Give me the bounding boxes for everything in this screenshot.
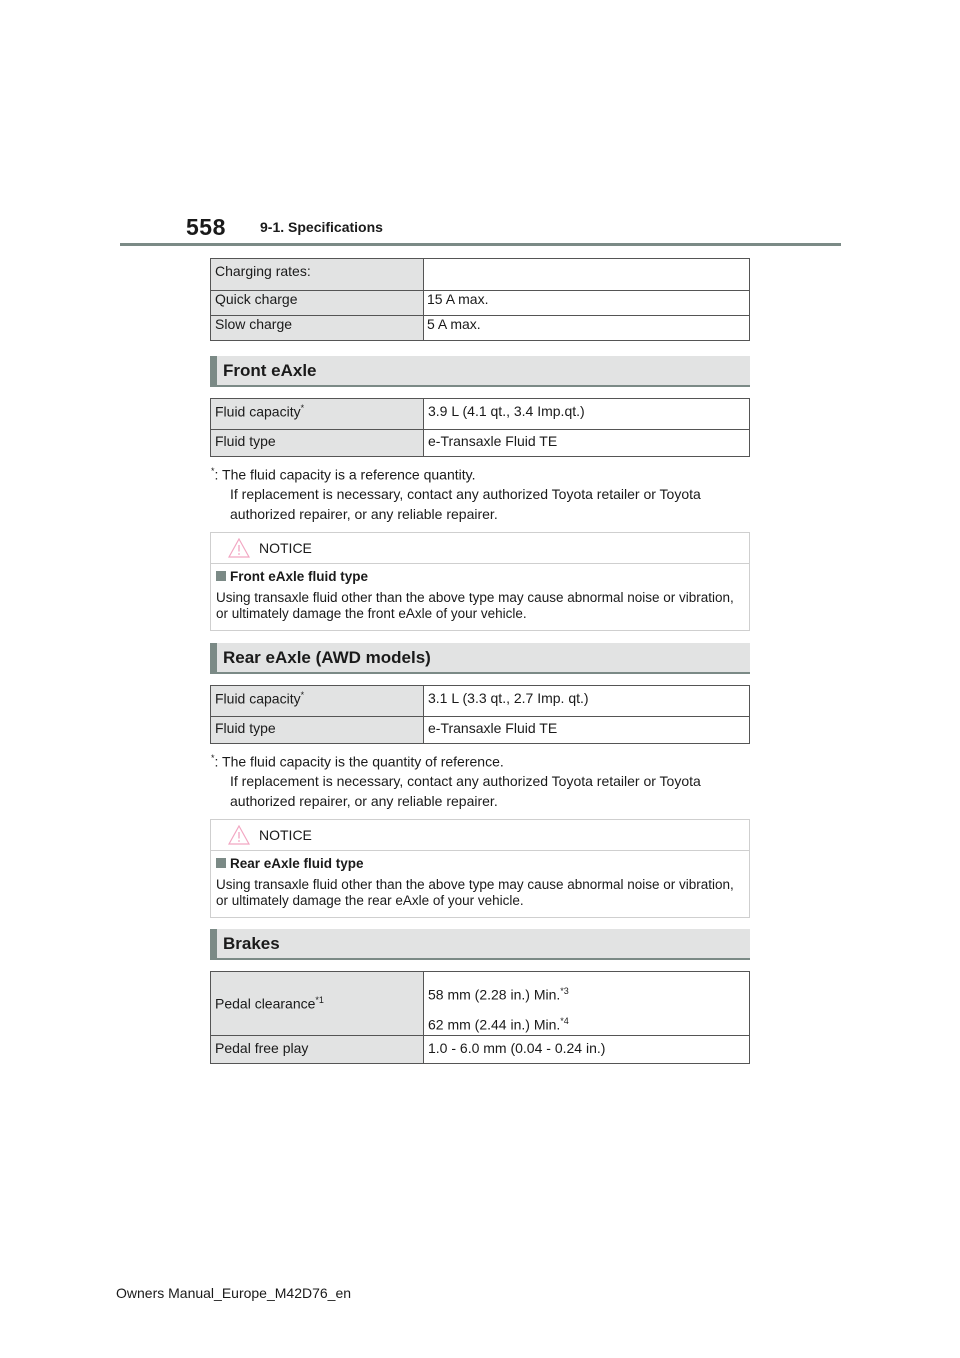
notice-header bbox=[211, 533, 749, 564]
charging-rates-table bbox=[210, 258, 750, 341]
footnote-line bbox=[211, 749, 751, 772]
table-row bbox=[211, 316, 750, 341]
pedal-clearance-label-text: Pedal clearance bbox=[215, 995, 316, 1012]
pedal-clearance-label bbox=[211, 972, 424, 1036]
table-row bbox=[211, 972, 750, 1036]
pedal-free-play-value: 1.0 - 6.0 mm (0.04 - 0.24 in.) bbox=[424, 1036, 750, 1064]
pedal-free-play-label: Pedal free play bbox=[211, 1036, 424, 1064]
footer-text: Owners Manual_Europe_M42D76_en bbox=[116, 1285, 352, 1301]
rear-fluid-type-value: e-Transaxle Fluid TE bbox=[424, 717, 750, 744]
warning-icon bbox=[228, 538, 250, 558]
footnote-line: If replacement is necessary, contact any authorized Toyota retailer or Toyota bbox=[230, 486, 701, 503]
notice-header bbox=[211, 820, 749, 851]
footnote-text: : The fluid capacity is a reference quantity. bbox=[214, 466, 476, 483]
notice-title-text: Rear eAxle fluid type bbox=[230, 856, 364, 871]
warning-icon bbox=[228, 825, 250, 845]
pedal-clearance-value-2 bbox=[428, 1010, 745, 1036]
rear-eaxle-heading: Rear eAxle (AWD models) bbox=[223, 648, 431, 667]
footnote-marker: * bbox=[300, 403, 305, 413]
notice-title-text: Front eAxle fluid type bbox=[230, 569, 369, 584]
rear-eaxle-table bbox=[210, 685, 750, 744]
rear-notice-box bbox=[210, 819, 750, 918]
front-notice-box bbox=[210, 532, 750, 631]
section-heading: 9-1. Specifications bbox=[260, 219, 383, 235]
brakes-table bbox=[210, 971, 750, 1064]
rear-fluid-capacity-label-text: Fluid capacity bbox=[215, 690, 301, 707]
front-fluid-capacity-label-text: Fluid capacity bbox=[215, 403, 301, 420]
table-row bbox=[211, 430, 750, 457]
footnote-line bbox=[211, 462, 751, 485]
bullet-square-icon bbox=[216, 858, 226, 868]
brakes-heading-bar bbox=[210, 929, 750, 960]
pedal-clearance-value-1 bbox=[428, 980, 745, 1006]
table-row bbox=[211, 291, 750, 316]
header-rule bbox=[120, 243, 841, 246]
rear-footnote bbox=[211, 749, 751, 811]
notice-label: NOTICE bbox=[259, 827, 312, 843]
quick-charge-value: 15 A max. bbox=[424, 291, 750, 316]
notice-label: NOTICE bbox=[259, 540, 312, 556]
rear-fluid-capacity-value: 3.1 L (3.3 qt., 2.7 Imp. qt.) bbox=[424, 686, 750, 717]
front-fluid-capacity-value: 3.9 L (4.1 qt., 3.4 Imp.qt.) bbox=[424, 399, 750, 430]
notice-body: Using transaxle fluid other than the above type may cause abnormal noise or vibration, or ultimately damage the front eAxle of your vehicle. bbox=[216, 590, 734, 621]
footnote-marker: * bbox=[211, 753, 215, 763]
quick-charge-label: Quick charge bbox=[211, 291, 424, 316]
table-row bbox=[211, 717, 750, 744]
footnote-text: : The fluid capacity is the quantity of reference. bbox=[214, 753, 504, 770]
table-cell bbox=[424, 259, 750, 291]
rear-eaxle-heading-bar bbox=[210, 643, 750, 674]
footnote-marker: * bbox=[211, 466, 215, 476]
value-text: 62 mm (2.44 in.) Min. bbox=[428, 1016, 561, 1033]
footnote-line: authorized repairer, or any reliable repairer. bbox=[230, 505, 498, 522]
footnote-marker: *4 bbox=[560, 1015, 569, 1026]
notice-body: Using transaxle fluid other than the above type may cause abnormal noise or vibration, or ultimately damage the rear eAxle of your vehicle. bbox=[216, 877, 734, 908]
front-eaxle-heading-bar bbox=[210, 356, 750, 387]
footnote-line: If replacement is necessary, contact any authorized Toyota retailer or Toyota bbox=[230, 773, 701, 790]
value-text: 58 mm (2.28 in.) Min. bbox=[428, 986, 561, 1003]
front-fluid-type-label: Fluid type bbox=[211, 430, 424, 457]
brakes-heading: Brakes bbox=[223, 934, 280, 953]
slow-charge-value: 5 A max. bbox=[424, 316, 750, 341]
page-number: 558 bbox=[186, 214, 226, 240]
front-fluid-type-value: e-Transaxle Fluid TE bbox=[424, 430, 750, 457]
notice-title bbox=[216, 856, 749, 871]
footnote-marker: *1 bbox=[315, 995, 324, 1006]
table-row bbox=[211, 399, 750, 430]
footnote-line: authorized repairer, or any reliable repairer. bbox=[230, 792, 498, 809]
charging-rates-title: Charging rates: bbox=[211, 259, 424, 291]
front-eaxle-heading: Front eAxle bbox=[223, 361, 317, 380]
front-footnote bbox=[211, 462, 751, 524]
rear-fluid-type-label: Fluid type bbox=[211, 717, 424, 744]
notice-title bbox=[216, 569, 749, 584]
bullet-square-icon bbox=[216, 571, 226, 581]
pedal-clearance-value bbox=[424, 972, 750, 1036]
table-row bbox=[211, 259, 750, 291]
table-row bbox=[211, 1036, 750, 1064]
rear-fluid-capacity-label bbox=[211, 686, 424, 717]
slow-charge-label: Slow charge bbox=[211, 316, 424, 341]
table-row bbox=[211, 686, 750, 717]
footnote-marker: * bbox=[300, 690, 305, 700]
front-fluid-capacity-label bbox=[211, 399, 424, 430]
front-eaxle-table bbox=[210, 398, 750, 457]
footnote-marker: *3 bbox=[560, 986, 569, 996]
